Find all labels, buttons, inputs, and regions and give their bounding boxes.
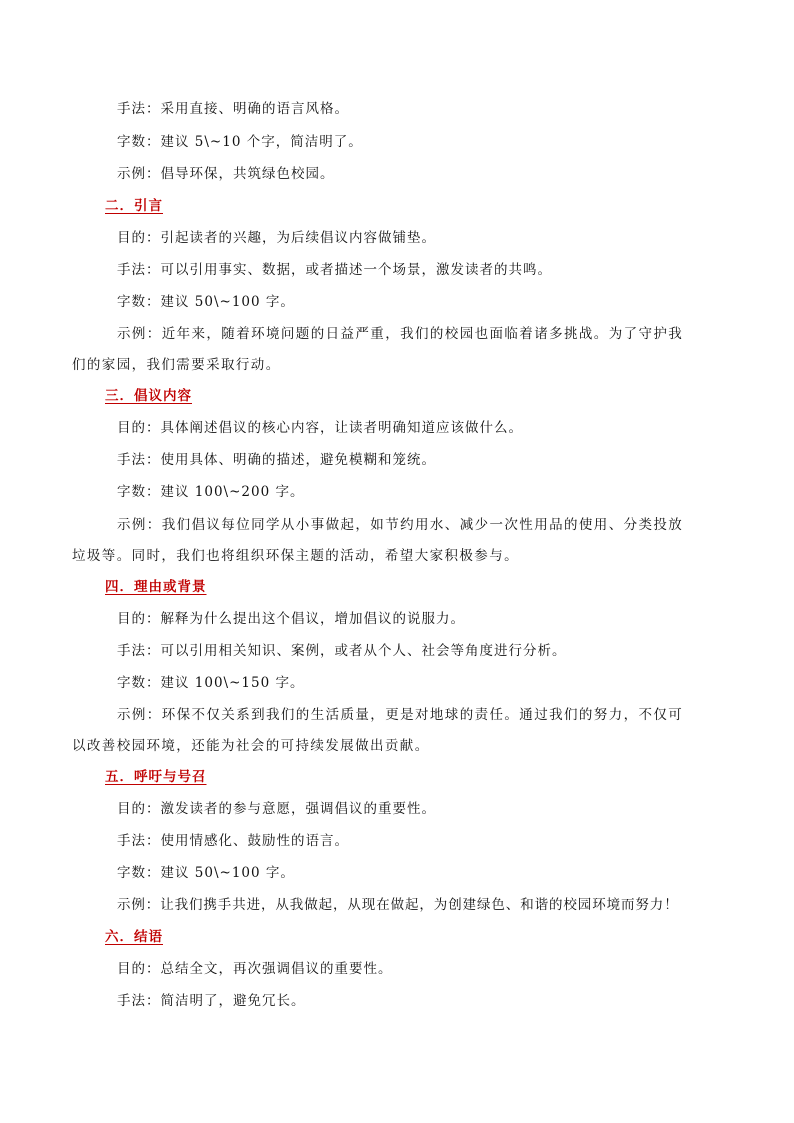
section-reason-example-line2: 以改善校园环境，还能为社会的可持续发展做出贡献。 <box>72 738 430 754</box>
section-reason-word-count: 字数：建议 100\~150 字。 <box>117 675 305 691</box>
intro-word-count: 字数：建议 5\~10 个字，简洁明了。 <box>117 134 363 150</box>
section-reason-technique: 手法：可以引用相关知识、案例，或者从个人、社会等角度进行分析。 <box>117 643 567 659</box>
section-content-technique: 手法：使用具体、明确的描述，避免模糊和笼统。 <box>117 452 436 468</box>
section-appeal-technique: 手法：使用情感化、鼓励性的语言。 <box>117 833 349 849</box>
section-content-example-line2: 垃圾等。同时，我们也将组织环保主题的活动，希望大家积极参与。 <box>72 548 519 564</box>
section-heading-introduction: 二．引言 <box>105 198 163 214</box>
section-appeal-purpose: 目的：激发读者的参与意愿，强调倡议的重要性。 <box>117 801 436 817</box>
section-heading-conclusion: 六．结语 <box>105 929 163 945</box>
section-introduction-word-count: 字数：建议 50\~100 字。 <box>117 294 295 310</box>
section-conclusion-technique: 手法：简洁明了，避免冗长。 <box>117 993 306 1009</box>
section-introduction-technique: 手法：可以引用事实、数据，或者描述一个场景，激发读者的共鸣。 <box>117 262 552 278</box>
section-content-word-count: 字数：建议 100\~200 字。 <box>117 484 305 500</box>
section-appeal-example-line1: 示例：让我们携手共进，从我做起，从现在做起，为创建绿色、和谐的校园环境而努力！ <box>117 897 679 913</box>
section-conclusion-purpose: 目的：总结全文，再次强调倡议的重要性。 <box>117 961 393 977</box>
intro-technique: 手法：采用直接、明确的语言风格。 <box>117 101 349 117</box>
section-content-example-line1: 示例：我们倡议每位同学从小事做起，如节约用水、减少一次性用品的使用、分类投放 <box>117 517 684 533</box>
section-appeal-word-count: 字数：建议 50\~100 字。 <box>117 865 295 881</box>
section-heading-reason: 四．理由或背景 <box>105 579 207 595</box>
section-introduction-purpose: 目的：引起读者的兴趣，为后续倡议内容做铺垫。 <box>117 230 436 246</box>
section-heading-content: 三．倡议内容 <box>105 388 192 404</box>
section-introduction-example-line1: 示例：近年来，随着环境问题的日益严重，我们的校园也面临着诸多挑战。为了守护我 <box>117 326 684 342</box>
section-introduction-example-line2: 们的家园，我们需要采取行动。 <box>72 357 281 373</box>
section-heading-appeal: 五．呼吁与号召 <box>105 769 207 785</box>
section-reason-example-line1: 示例：环保不仅关系到我们的生活质量，更是对地球的责任。通过我们的努力，不仅可 <box>117 707 684 723</box>
section-content-purpose: 目的：具体阐述倡议的核心内容，让读者明确知道应该做什么。 <box>117 420 523 436</box>
section-reason-purpose: 目的：解释为什么提出这个倡议，增加倡议的说服力。 <box>117 611 465 627</box>
intro-example: 示例：倡导环保，共筑绿色校园。 <box>117 166 335 182</box>
